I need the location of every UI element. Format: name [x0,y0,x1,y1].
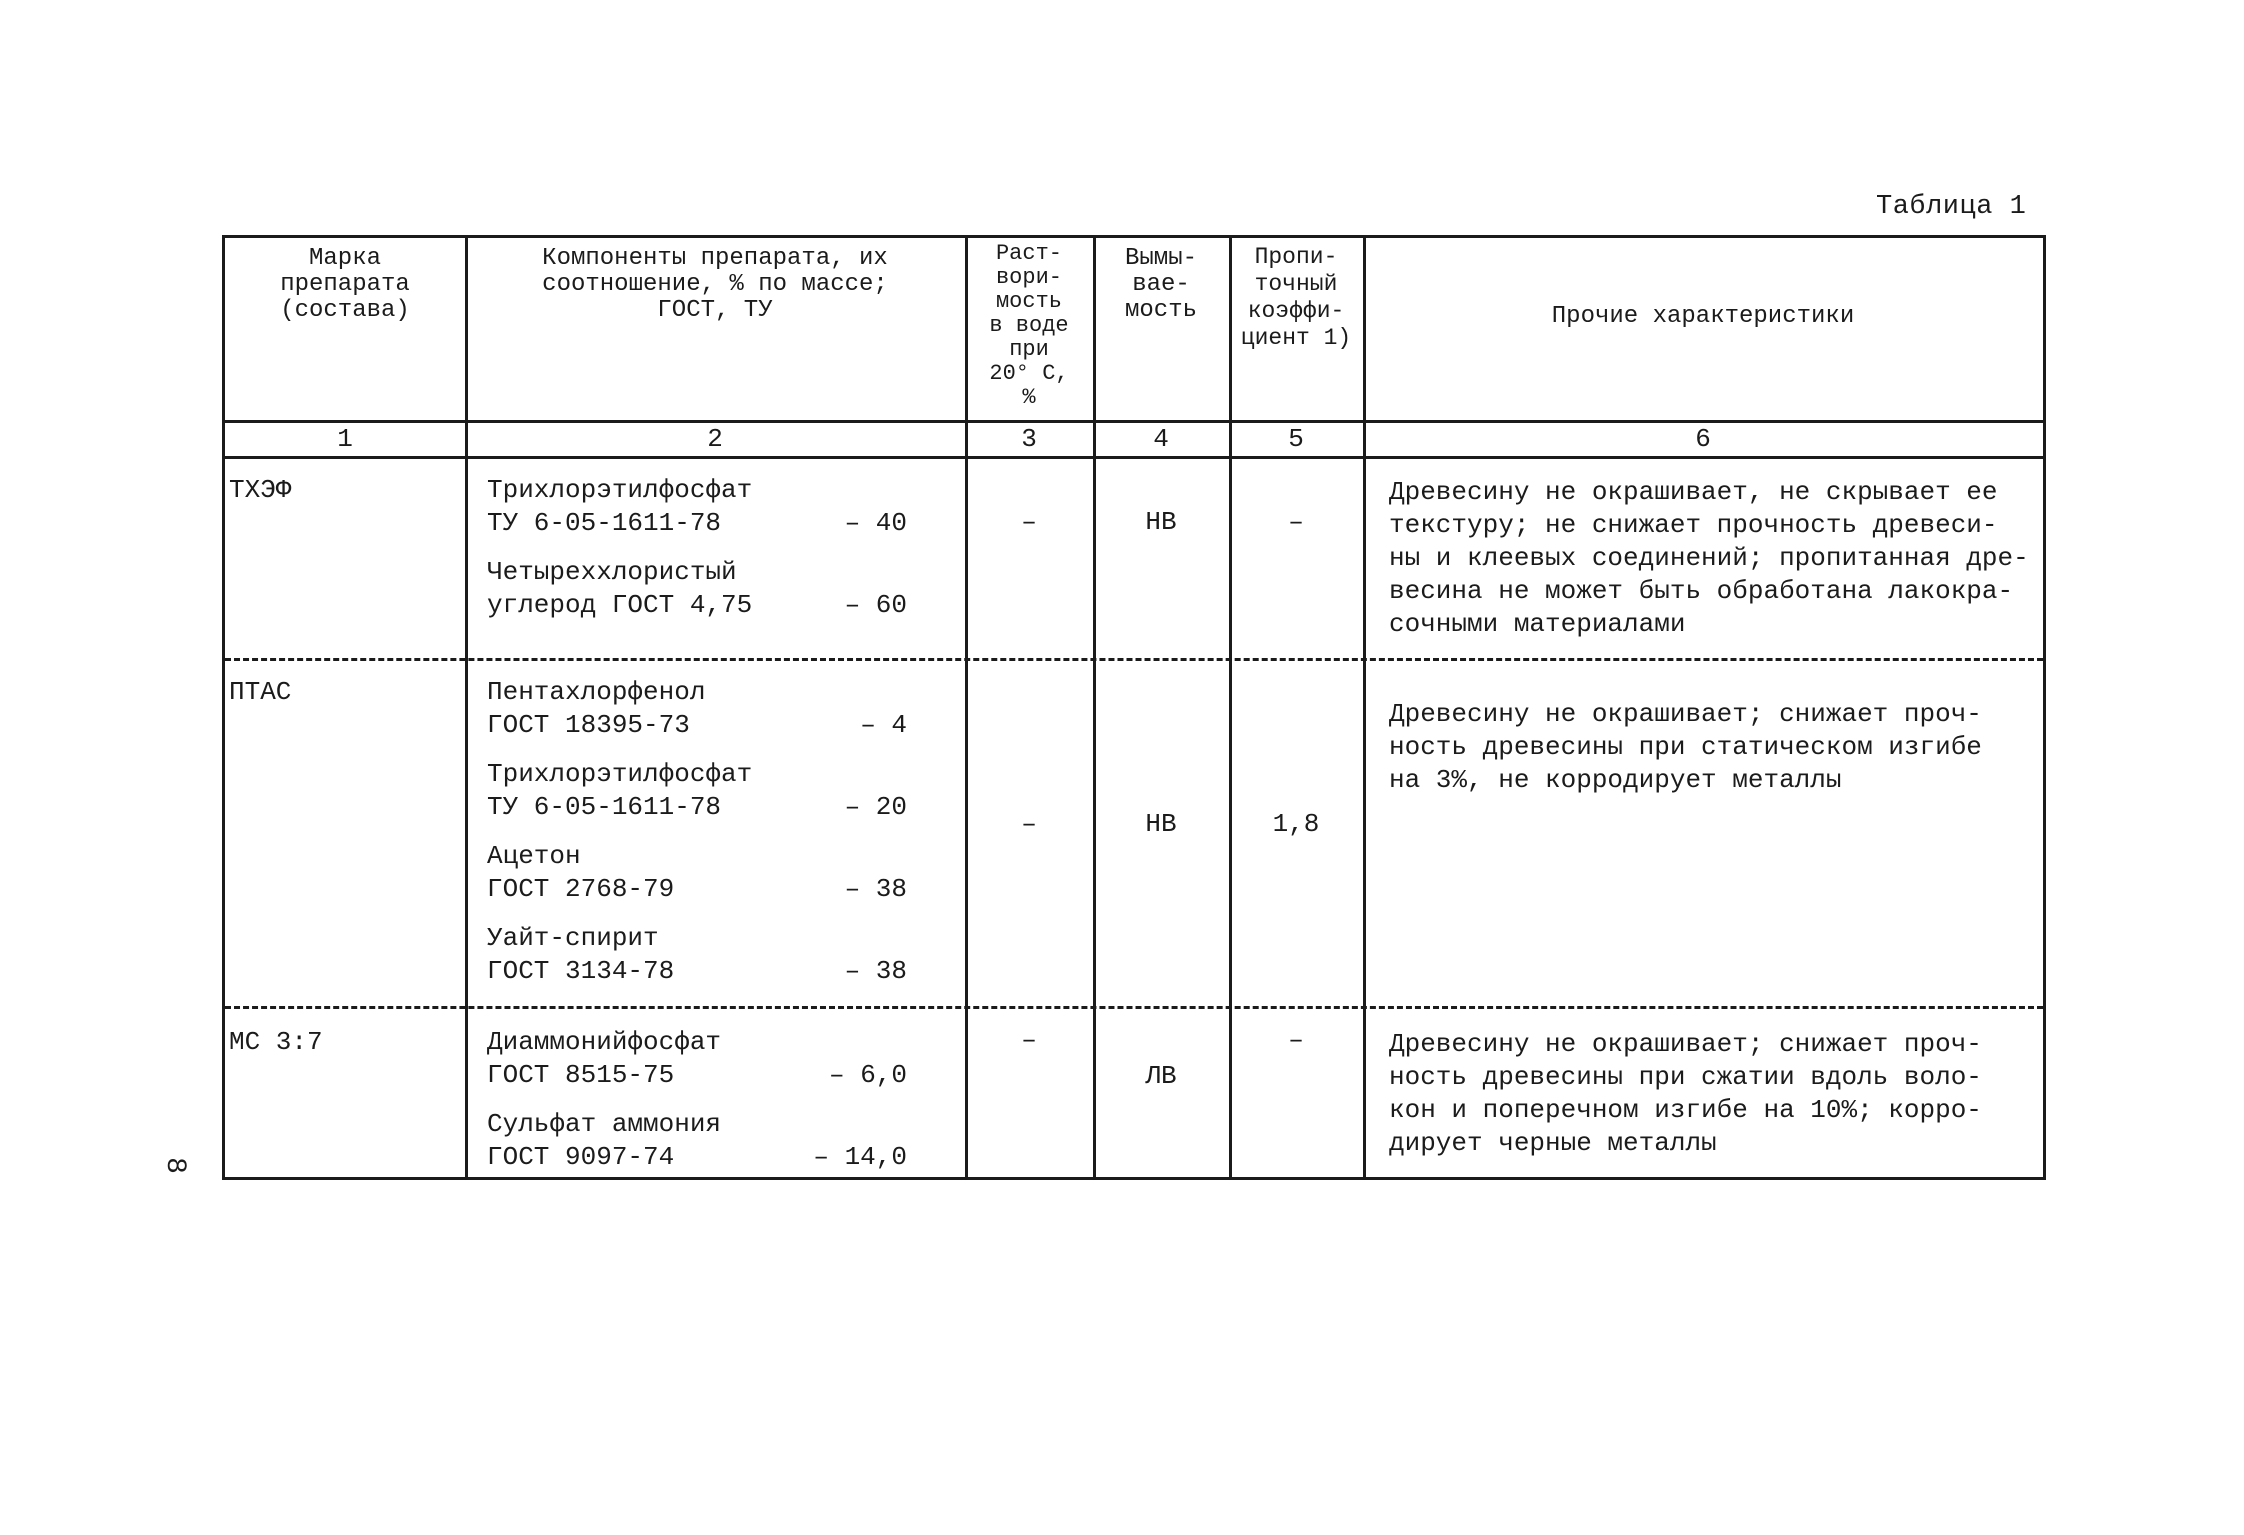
row-coefficient: – [1288,507,1304,537]
table-label: Таблица 1 [1876,192,2027,222]
col-number: 5 [1288,424,1304,454]
col-number: 6 [1695,424,1711,454]
col-number: 4 [1153,424,1169,454]
row-other: Древесину не окрашивает; снижает проч- ность древесины при сжатии вдоль воло- кон и поперечном изгибе на 10%; корро- дирует черные металлы [1389,1029,1982,1158]
row-solubility: – [1021,1025,1037,1055]
row-washout: ЛВ [1145,1061,1177,1091]
component-item: Уайт-спирит ГОСТ 3134-78 – 38 [487,923,907,986]
header-divider [225,420,2043,423]
row-solubility: – [1021,809,1037,839]
row-mark: ПТАС [229,677,292,707]
header-components: Компоненты препарата, их соотношение, % по массе; ГОСТ, ТУ [542,245,888,324]
header-washout: Вымы- вае- мость [1124,245,1197,324]
row-other: Древесину не окрашивает; снижает проч- ность древесины при статическом изгибе на 3%, не корродирует металлы [1389,699,1982,795]
row-components [465,474,965,622]
page-number: 8 [158,1157,190,1174]
col-divider [1093,238,1096,1177]
row-divider [225,1006,2043,1009]
row-coefficient: – [1288,1025,1304,1055]
row-divider [225,658,2043,661]
row-washout: НВ [1145,507,1177,537]
row-components [465,1026,965,1174]
col-number: 1 [337,424,353,454]
component-item: Пентахлорфенол ГОСТ 18395-73 – 4 [487,677,907,740]
col-number: 2 [707,424,723,454]
row-components [465,676,965,988]
number-row-divider [225,456,2043,459]
component-item: Сульфат аммония ГОСТ 9097-74 – 14,0 [487,1109,907,1172]
row-coefficient: 1,8 [1272,809,1320,839]
row-washout: НВ [1145,809,1177,839]
row-mark: ТХЭФ [229,475,292,505]
row-other: Древесину не окрашивает, не скрывает ее текстуру; не снижает прочность древеси- ны и клеевых соединений; пропитанная дре- весина не может быть обработана лакокра- сочными материалами [1389,477,2029,639]
characteristics-table [222,235,2046,1180]
component-item: Ацетон ГОСТ 2768-79 – 38 [487,841,907,904]
component-item: Трихлорэтилфосфат ТУ 6-05-1611-78 – 20 [487,759,907,822]
row-solubility: – [1021,507,1037,537]
component-item: Диаммонийфосфат ГОСТ 8515-75 – 6,0 [487,1027,907,1090]
row-mark: МС 3:7 [229,1027,323,1057]
header-coefficient: Пропи- точный коэффи- циент 1) [1240,244,1352,351]
component-item: Четыреххлористый углерод ГОСТ 4,75 – 60 [487,557,907,620]
header-mark: Марка препарата (состава) [280,245,410,324]
col-number: 3 [1021,424,1037,454]
header-other: Прочие характеристики [1551,303,1855,330]
header-solubility: Раст- вори- мость в воде при 20° С, % [989,241,1069,410]
component-item: Трихлорэтилфосфат ТУ 6-05-1611-78 – 40 [487,475,907,538]
